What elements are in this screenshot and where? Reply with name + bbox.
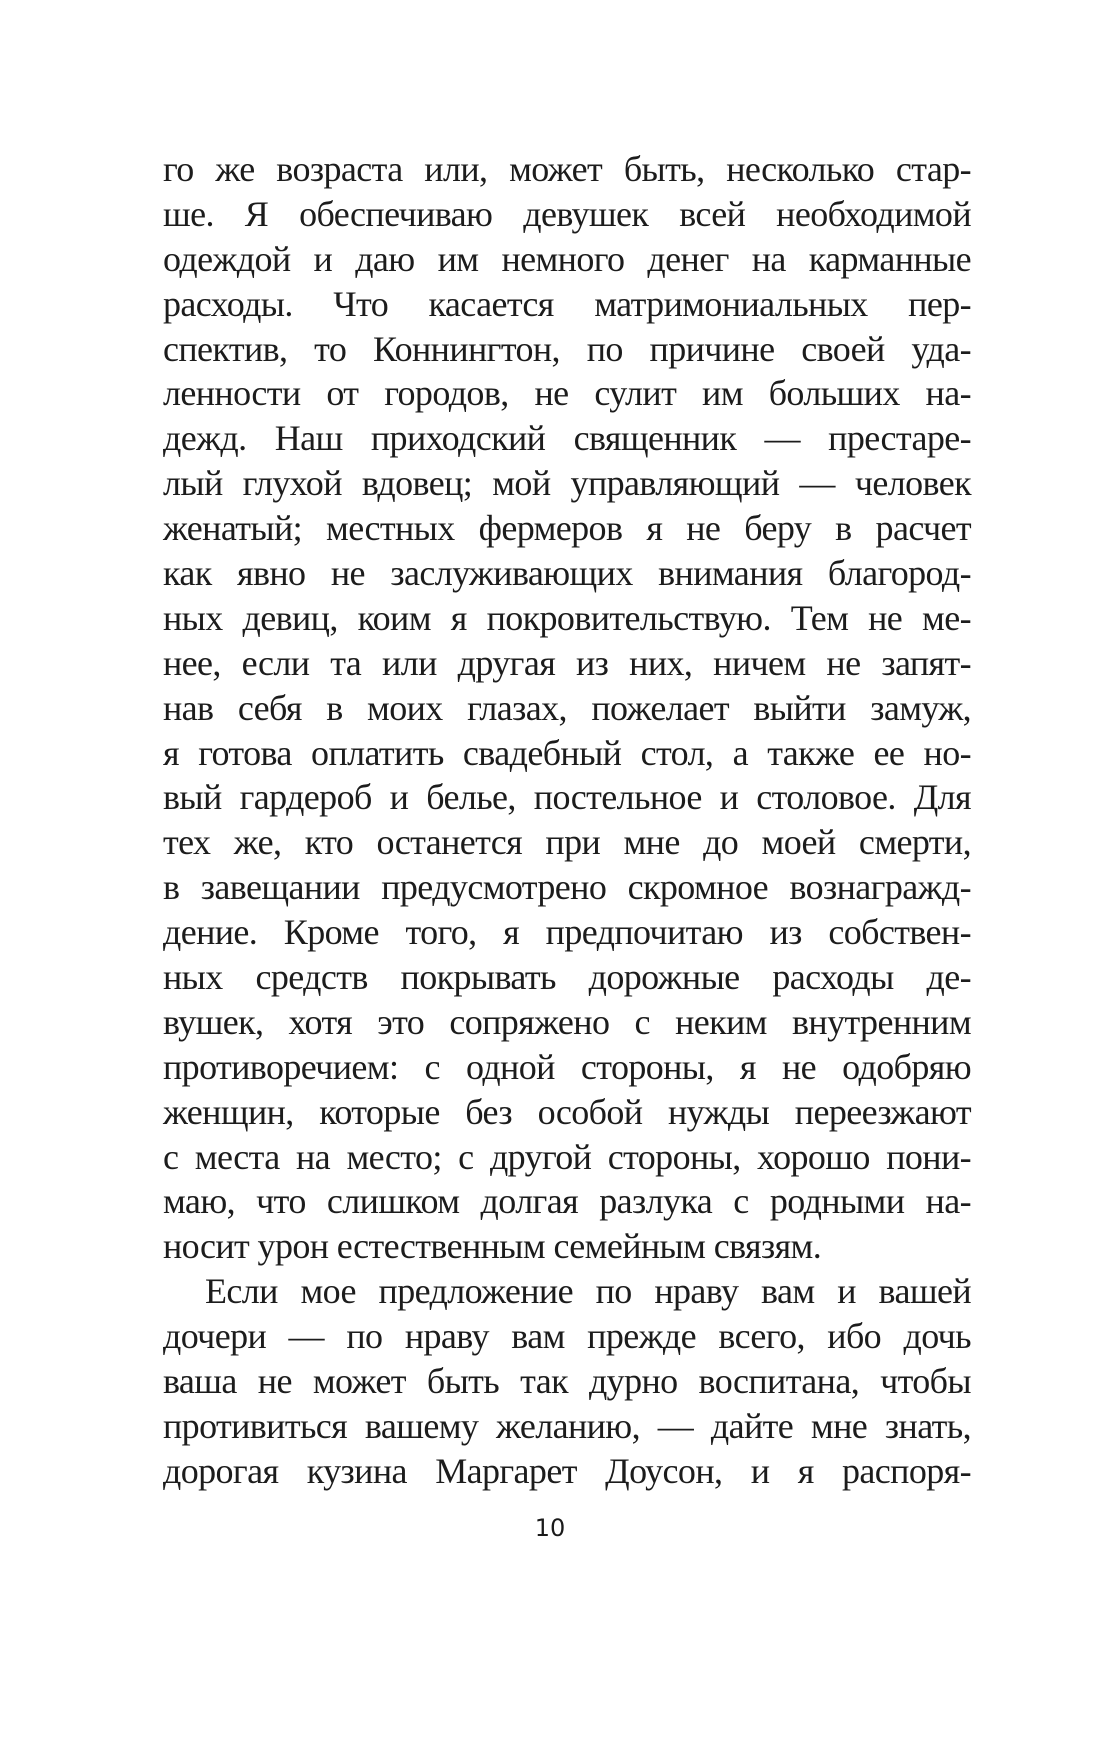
- text-line: маю, что слишком долгая разлука с родными на-: [163, 1181, 971, 1222]
- text-line: вый гардероб и белье, постельное и столовое. Для: [163, 777, 971, 818]
- text-line: дение. Кроме того, я предпочитаю из собствен-: [163, 912, 971, 953]
- paragraph-start-line: Если мое предложение по нраву вам и вашей: [205, 1271, 971, 1312]
- page-number: 10: [534, 1514, 566, 1542]
- text-line: ленности от городов, не сулит им больших на-: [163, 373, 971, 414]
- text-line: дочери — по нраву вам прежде всего, ибо дочь: [163, 1316, 971, 1357]
- text-line: противиться вашему желанию, — дайте мне знать,: [163, 1405, 971, 1446]
- text-line: в завещании предусмотрено скромное вознагражд-: [163, 867, 971, 908]
- text-line: дорогая кузина Маргарет Доусон, и я распоря-: [163, 1450, 971, 1491]
- text-line: вушек, хотя это сопряжено с неким внутренним: [163, 1001, 971, 1042]
- text-line: ваша не может быть так дурно воспитана, чтобы: [163, 1361, 971, 1402]
- text-line: расходы. Что касается матримониальных пер-: [163, 283, 971, 324]
- text-line: женщин, которые без особой нужды переезжают: [163, 1091, 971, 1132]
- text-line: нав себя в моих глазах, пожелает выйти замуж,: [163, 687, 971, 728]
- text-line: лый глухой вдовец; мой управляющий — человек: [163, 463, 971, 504]
- text-line: го же возраста или, может быть, несколько стар-: [163, 149, 971, 189]
- paragraph-end-line: носит урон естественным семейным связям.: [163, 1226, 822, 1267]
- text-line: ных девиц, коим я покровительствую. Тем не ме-: [163, 597, 971, 638]
- text-line: ных средств покрывать дорожные расходы де-: [163, 957, 971, 998]
- text-line: ше. Я обеспечиваю девушек всей необходимой: [163, 193, 971, 234]
- body-text: [163, 147, 971, 1494]
- text-line: спектив, то Коннингтон, по причине своей уда-: [163, 328, 971, 369]
- text-line: с места на место; с другой стороны, хорошо пони-: [163, 1136, 971, 1177]
- text-line: как явно не заслуживающих внимания благород-: [163, 553, 971, 594]
- text-line: тех же, кто останется при мне до моей смерти,: [163, 822, 971, 863]
- text-line: противоречием: с одной стороны, я не одобряю: [163, 1046, 971, 1087]
- text-line: нее, если та или другая из них, ничем не запят-: [163, 642, 971, 683]
- text-line: одеждой и даю им немного денег на карманные: [163, 238, 971, 279]
- text-line: женатый; местных фермеров я не беру в расчет: [163, 508, 971, 549]
- text-line: я готова оплатить свадебный стол, а также ее но-: [163, 732, 971, 773]
- text-line: дежд. Наш приходский священник — престаре-: [163, 418, 971, 459]
